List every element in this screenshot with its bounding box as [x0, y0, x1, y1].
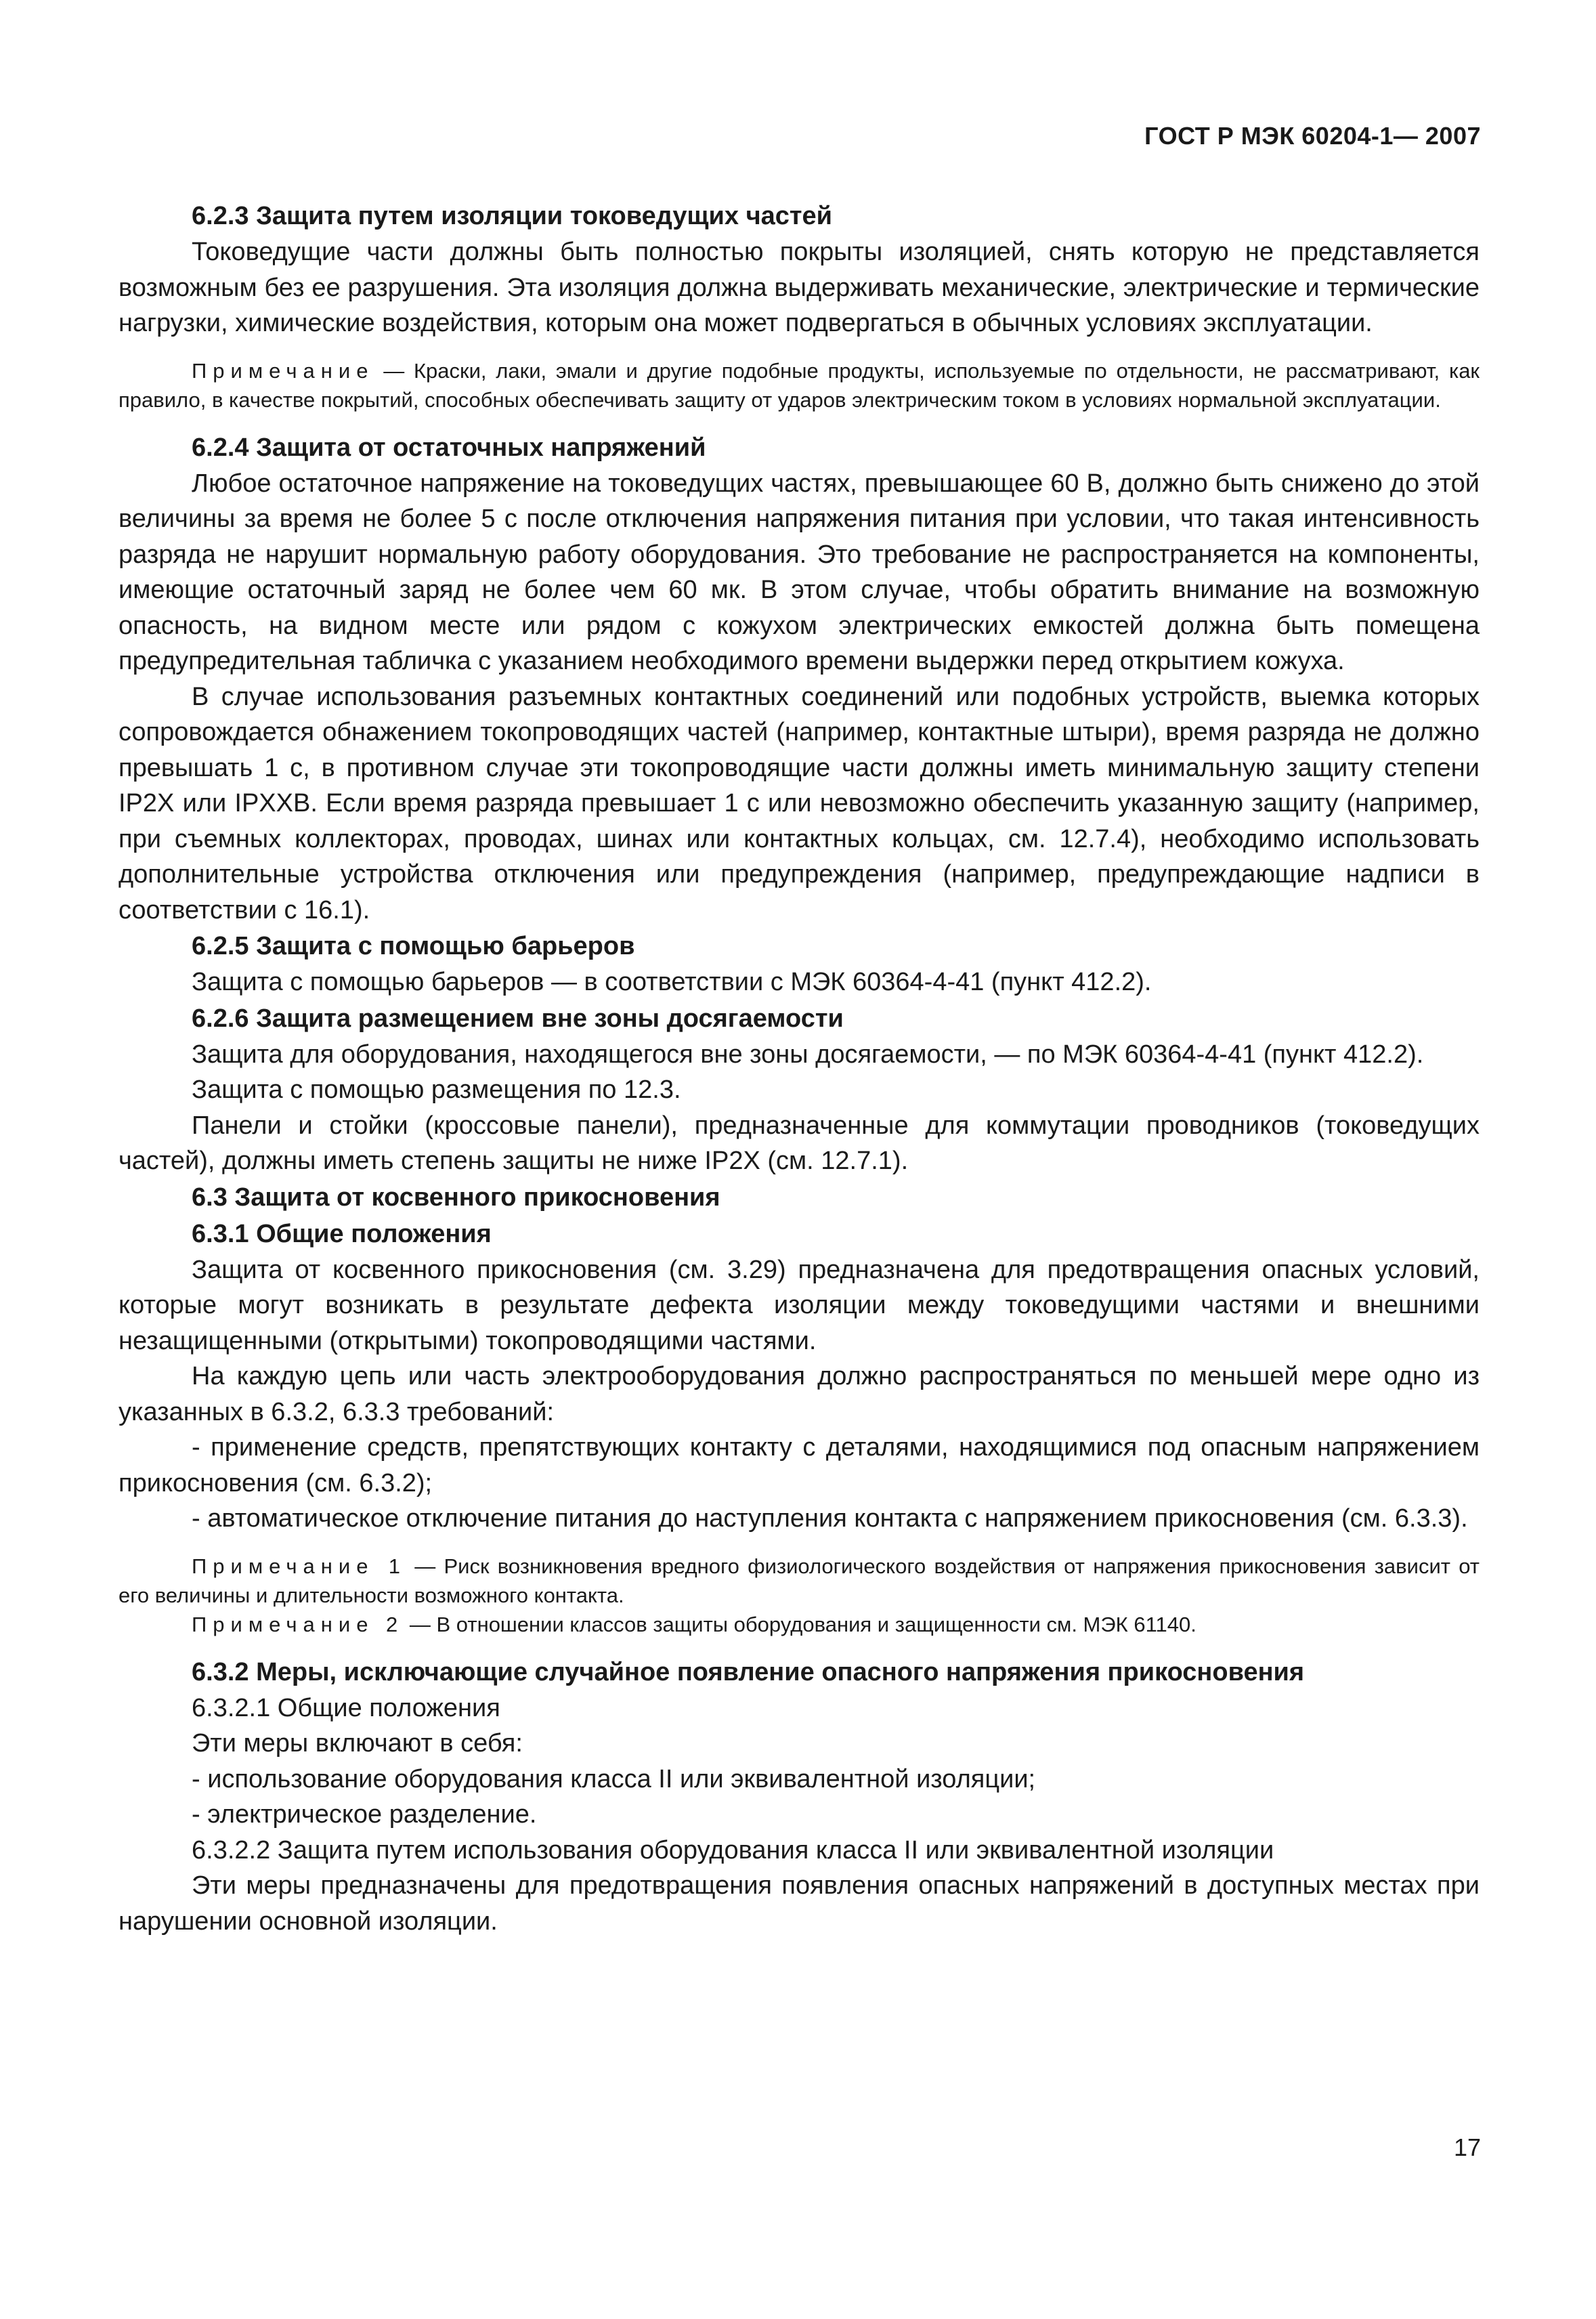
- paragraph: Защита для оборудования, находящегося вне зоны досягаемости, — по МЭК 60364-4-41 (пункт 412.2).: [192, 1040, 1424, 1069]
- list-item: - использование оборудования класса II или эквивалентной изоляции;: [192, 1764, 1036, 1793]
- section-heading-6-3-1: 6.3.1 Общие положения: [192, 1219, 492, 1248]
- paragraph: На каждую цепь или часть электрооборудования должно распространяться по меньшей мере одно из указанных в 6.3.2, 6.3.3 требований:: [118, 1362, 1480, 1426]
- document-body: [118, 198, 1480, 1939]
- paragraph: Токоведущие части должны быть полностью покрыты изоляцией, снять которую не представляется возможным без ее разрушения. Эта изоляция должна выдерживать механические, электрические и термические нагрузки, химические воздействия, которым она может подвергаться в обычных условиях эксплуатации.: [118, 238, 1480, 337]
- page-number: 17: [1453, 2133, 1481, 2161]
- paragraph: Эти меры включают в себя:: [192, 1729, 523, 1758]
- note-2: [118, 1610, 1480, 1639]
- note-1: [118, 1552, 1480, 1610]
- note-label: Примечание 1: [192, 1554, 406, 1578]
- paragraph: Защита с помощью размещения по 12.3.: [192, 1076, 681, 1104]
- paragraph: Защита с помощью барьеров — в соответствии с МЭК 60364-4-41 (пункт 412.2).: [192, 968, 1152, 996]
- subsection-heading-6-3-2-1: 6.3.2.1 Общие положения: [192, 1693, 500, 1722]
- document-code: ГОСТ Р МЭК 60204-1— 2007: [1144, 122, 1481, 150]
- note-text: — Краски, лаки, эмали и другие подобные продукты, используемые по отдельности, не рассматривают, как правило, в качестве покрытий, способных обеспечивать защиту от ударов электрическим током в условиях нормальной эксплуатации.: [118, 358, 1480, 412]
- note-label: Примечание: [192, 358, 374, 383]
- paragraph: Панели и стойки (кроссовые панели), предназначенные для коммутации проводников (токоведущих частей), должны иметь степень защиты не ниже IP2X (см. 12.7.1).: [118, 1111, 1480, 1175]
- note: [118, 356, 1480, 414]
- section-heading-6-3: 6.3 Защита от косвенного прикосновения: [192, 1183, 720, 1212]
- subsection-heading-6-3-2-2: 6.3.2.2 Защита путем использования оборудования класса II или эквивалентной изоляции: [192, 1835, 1274, 1865]
- section-heading-6-2-6: 6.2.6 Защита размещением вне зоны досягаемости: [192, 1004, 844, 1033]
- note-label: Примечание 2: [192, 1612, 404, 1636]
- paragraph: Эти меры предназначены для предотвращения появления опасных напряжений в доступных местах при нарушении основной изоляции.: [118, 1871, 1480, 1936]
- section-heading-6-2-4: 6.2.4 Защита от остаточных напряжений: [192, 433, 706, 462]
- note-text: — В отношении классов защиты оборудования и защищенности см. МЭК 61140.: [404, 1612, 1196, 1636]
- paragraph: В случае использования разъемных контактных соединений или подобных устройств, выемка которых сопровождается обнажением токопроводящих частей (например, контактные штыри), время разряда не должно превышать 1 с, в противном случае эти токопроводящие части должны иметь минимальную защиту степени IP2X или IPXXB. Если время разряда превышает 1 с или невозможно обеспечить указанную защиту (например, при съемных коллекторах, проводах, шинах или контактных кольцах, см. 12.7.4), необходимо использовать дополнительные устройства отключения или предупреждения (например, предупреждающие надписи в соответствии с 16.1).: [118, 682, 1480, 924]
- list-item: - применение средств, препятствующих контакту с деталями, находящимися под опасным напряжением прикосновения (см. 6.3.2);: [118, 1433, 1480, 1497]
- paragraph: Защита от косвенного прикосновения (см. 3.29) предназначена для предотвращения опасных условий, которые могут возникать в результате дефекта изоляции между токоведущими частями и внешними незащищенными (открытыми) токопроводящими частями.: [118, 1255, 1480, 1355]
- section-heading-6-2-5: 6.2.5 Защита с помощью барьеров: [192, 932, 635, 960]
- list-item: - автоматическое отключение питания до наступления контакта с напряжением прикосновения (см. 6.3.3).: [192, 1504, 1468, 1533]
- section-heading-6-3-2: 6.3.2 Меры, исключающие случайное появление опасного напряжения прикосновения: [192, 1657, 1305, 1686]
- section-heading-6-2-3: 6.2.3 Защита путем изоляции токоведущих частей: [192, 202, 833, 230]
- list-item: - электрическое разделение.: [192, 1800, 537, 1829]
- paragraph: Любое остаточное напряжение на токоведущих частях, превышающее 60 В, должно быть снижено до этой величины за время не более 5 с после отключения напряжения питания при условии, что такая интенсивность разряда не нарушит нормальную работу оборудования. Это требование не распространяется на компоненты, имеющие остаточный заряд не более чем 60 мк. В этом случае, чтобы обратить внимание на возможную опасность, на видном месте или рядом с кожухом электрических емкостей должна быть помещена предупредительная табличка с указанием необходимого времени выдержки перед открытием кожуха.: [118, 469, 1480, 675]
- note-text: — Риск возникновения вредного физиологического воздействия от напряжения прикосновения зависит от его величины и длительности возможного контакта.: [118, 1554, 1480, 1607]
